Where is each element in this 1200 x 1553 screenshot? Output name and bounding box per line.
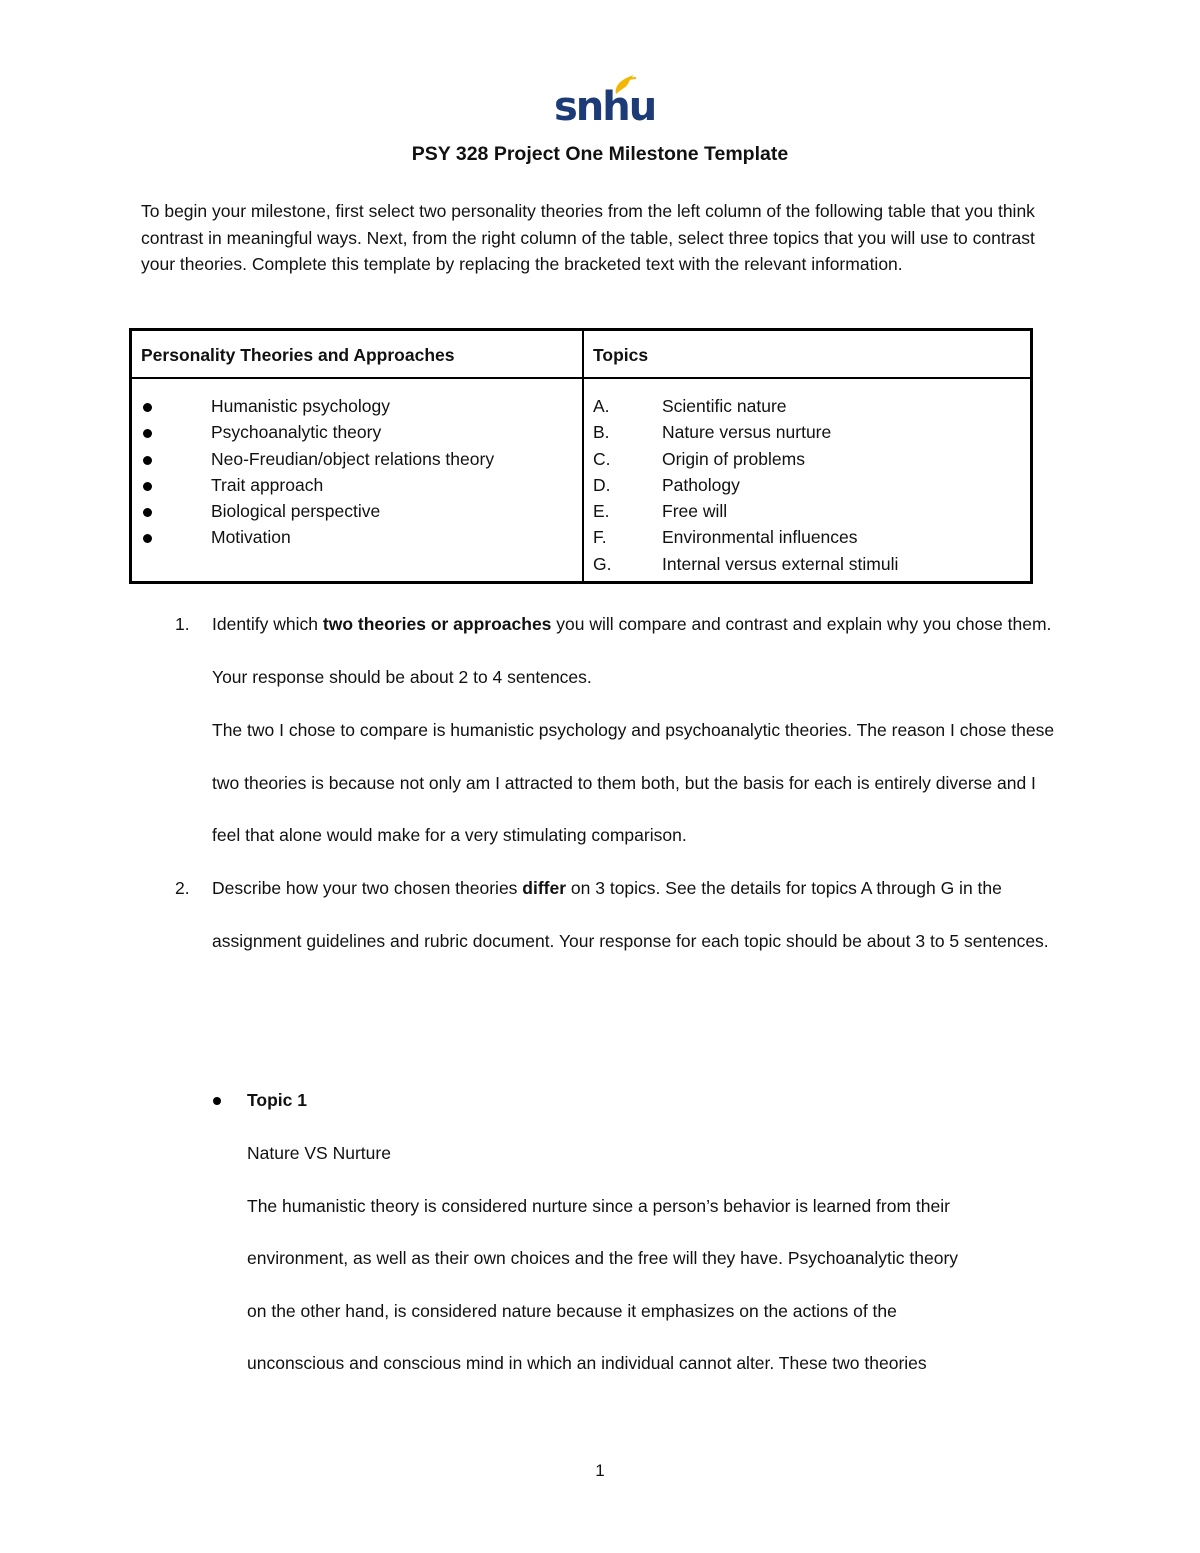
topic-line: environment, as well as their own choices and the free will they have. Psychoanalytic theory <box>247 1248 959 1268</box>
snhu-logo <box>554 72 656 134</box>
bullet-icon <box>143 403 152 412</box>
question-number: 2. <box>175 878 190 898</box>
bullet-icon <box>143 534 152 543</box>
topic-1-body <box>247 1127 1067 1390</box>
table-header-divider <box>132 377 1030 379</box>
bullet-icon <box>143 456 152 465</box>
question-text: Describe how your two chosen theories differ on 3 topics. See the details for topics A through G in the assignment guidelines and rubric document. Your response for each topic should be about 3 to 5 sentences. <box>212 878 1049 951</box>
bullet-icon <box>143 482 152 491</box>
question-number: 1. <box>175 614 190 634</box>
bullet-icon <box>143 508 152 517</box>
intro-paragraph: To begin your milestone, first select two personality theories from the left column of the following table that you think contrast in meaningful ways. Next, from the right column of the table, select three topics that you will use to contrast your theories. Complete this template by replacing the bracketed text with the relevant information. <box>141 201 1035 274</box>
theories-topics-table: Personality Theories and Approaches Topics Humanistic psychology Psychoanalytic theory Neo-Freudian/object relations theory Trait approach Biological perspective Motivation A. Scientific nature B. Nature versus nurture C. Origin of problems D. Pathology E. Free will F. Environmental influences G. Internal versus external stimuli <box>129 328 1033 584</box>
bullet-icon <box>143 429 152 438</box>
answer-1: The two I chose to compare is humanistic psychology and psychoanalytic theories. The reason I chose these two theories is because not only am I attracted to them both, but the basis for each is entirely diverse and I feel that alone would make for a very stimulating comparison. <box>212 720 1055 845</box>
page-number: 1 <box>595 1461 605 1480</box>
topic-name: Nature VS Nurture <box>247 1143 391 1163</box>
logo-text: snhu <box>554 84 656 130</box>
topic-line: on the other hand, is considered nature because it emphasizes on the actions of the <box>247 1300 897 1321</box>
topic-line: unconscious and conscious mind in which an individual cannot alter. These two theories <box>247 1353 927 1373</box>
question-text: Identify which two theories or approaches you will compare and contrast and explain why you chose them. Your response should be about 2 to 4 sentences. <box>212 614 1052 687</box>
topic-line: The humanistic theory is considered nurture since a person’s behavior is learned from their <box>247 1195 950 1216</box>
table-column-divider <box>582 331 584 581</box>
table-header-theories: Personality Theories and Approaches <box>141 345 455 365</box>
table-header-topics: Topics <box>593 345 649 365</box>
bullet-icon <box>213 1097 221 1105</box>
page-title: PSY 328 Project One Milestone Template <box>411 143 789 165</box>
